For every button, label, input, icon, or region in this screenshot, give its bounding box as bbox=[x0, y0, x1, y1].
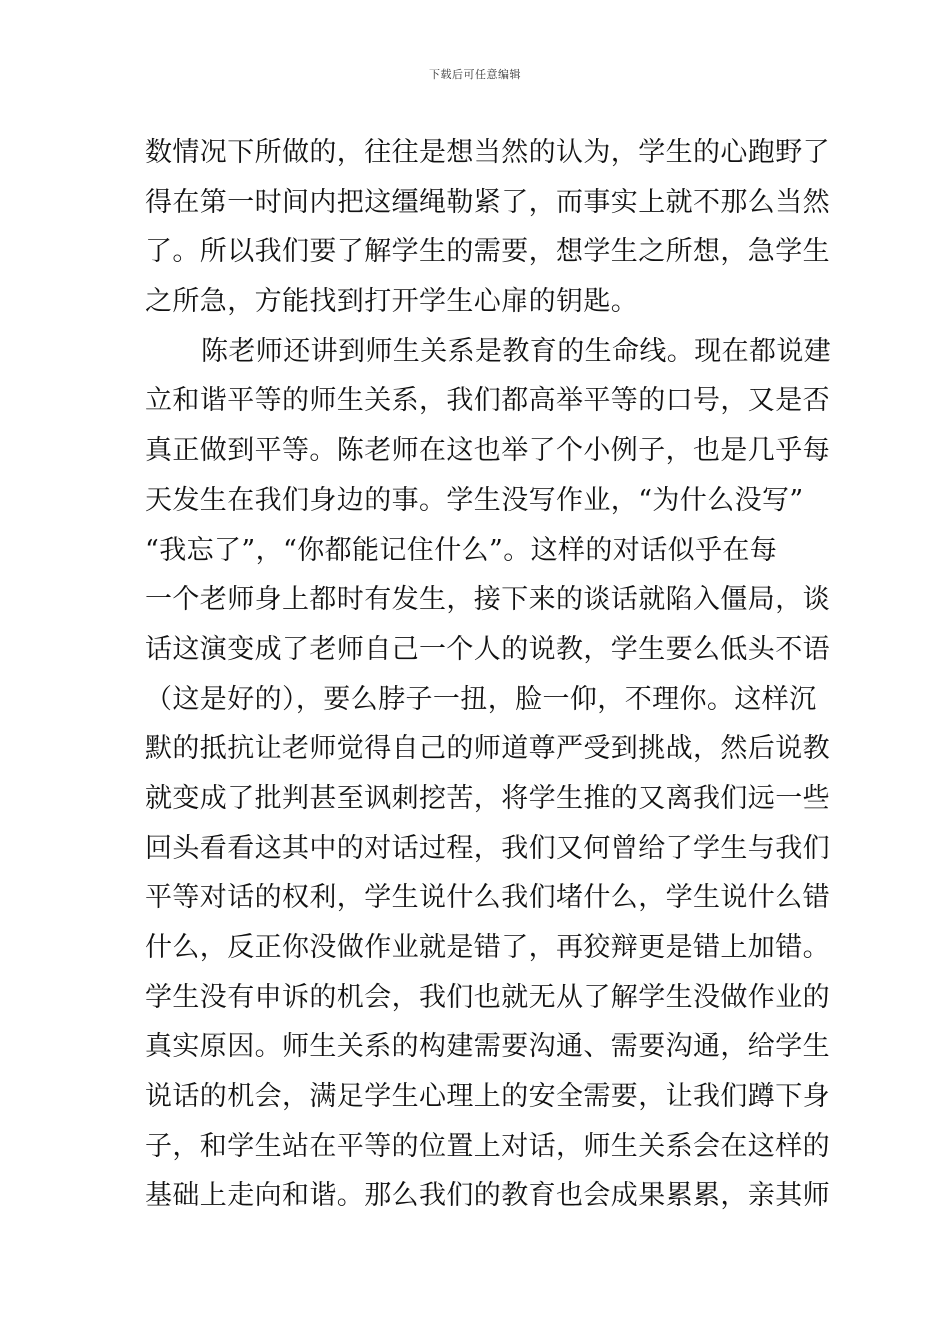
text-line: 真实原因。师生关系的构建需要沟通、需要沟通，给学生 bbox=[145, 1031, 830, 1063]
text-line: 真正做到平等。陈老师在这也举了个小例子，也是几乎每 bbox=[145, 435, 830, 467]
text-line: 数情况下所做的，往往是想当然的认为，学生的心跑野了 bbox=[145, 137, 830, 168]
text-line: 什么，反正你没做作业就是错了，再狡辩更是错上加错。 bbox=[145, 932, 830, 963]
text-line: 天发生在我们身边的事。学生没写作业，“为什么没写” bbox=[145, 484, 804, 516]
text-line: 子，和学生站在平等的位置上对话，师生关系会在这样的 bbox=[145, 1130, 830, 1162]
text-line: 立和谐平等的师生关系，我们都高举平等的口号，又是否 bbox=[145, 385, 830, 417]
text-line: 之所急，方能找到打开学生心扉的钥匙。 bbox=[145, 286, 639, 318]
text-line: 平等对话的权利，学生说什么我们堵什么，学生说什么错 bbox=[145, 882, 830, 914]
paragraph-first-line: 陈老师还讲到师生关系是教育的生命线。现在都说建 bbox=[201, 335, 832, 367]
text-line: “我忘了”，“你都能记住什么”。这样的对话似乎在每 bbox=[145, 534, 778, 566]
text-line: 基础上走向和谐。那么我们的教育也会成果累累，亲其师 bbox=[145, 1180, 830, 1212]
text-line: 回头看看这其中的对话过程，我们又何曾给了学生与我们 bbox=[145, 832, 830, 864]
document-body bbox=[145, 128, 832, 1221]
text-line: 学生没有申诉的机会，我们也就无从了解学生没做作业的 bbox=[145, 981, 830, 1013]
text-line: 一个老师身上都时有发生，接下来的谈话就陷入僵局，谈 bbox=[145, 584, 830, 616]
text-line: 得在第一时间内把这缰绳勒紧了，而事实上就不那么当然 bbox=[145, 186, 830, 218]
page-header: 下载后可任意编辑 bbox=[429, 68, 521, 81]
text-line: 默的抵抗让老师觉得自己的师道尊严受到挑战，然后说教 bbox=[145, 733, 830, 765]
text-line: （这是好的），要么脖子一扭，脸一仰，不理你。这样沉 bbox=[145, 683, 817, 715]
text-line: 说话的机会，满足学生心理上的安全需要，让我们蹲下身 bbox=[145, 1081, 830, 1113]
text-line: 了。所以我们要了解学生的需要，想学生之所想，急学生 bbox=[145, 236, 830, 268]
text-line: 就变成了批判甚至讽刺挖苦，将学生推的又离我们远一些 bbox=[145, 782, 830, 814]
text-line: 话这演变成了老师自己一个人的说教，学生要么低头不语 bbox=[145, 633, 830, 665]
